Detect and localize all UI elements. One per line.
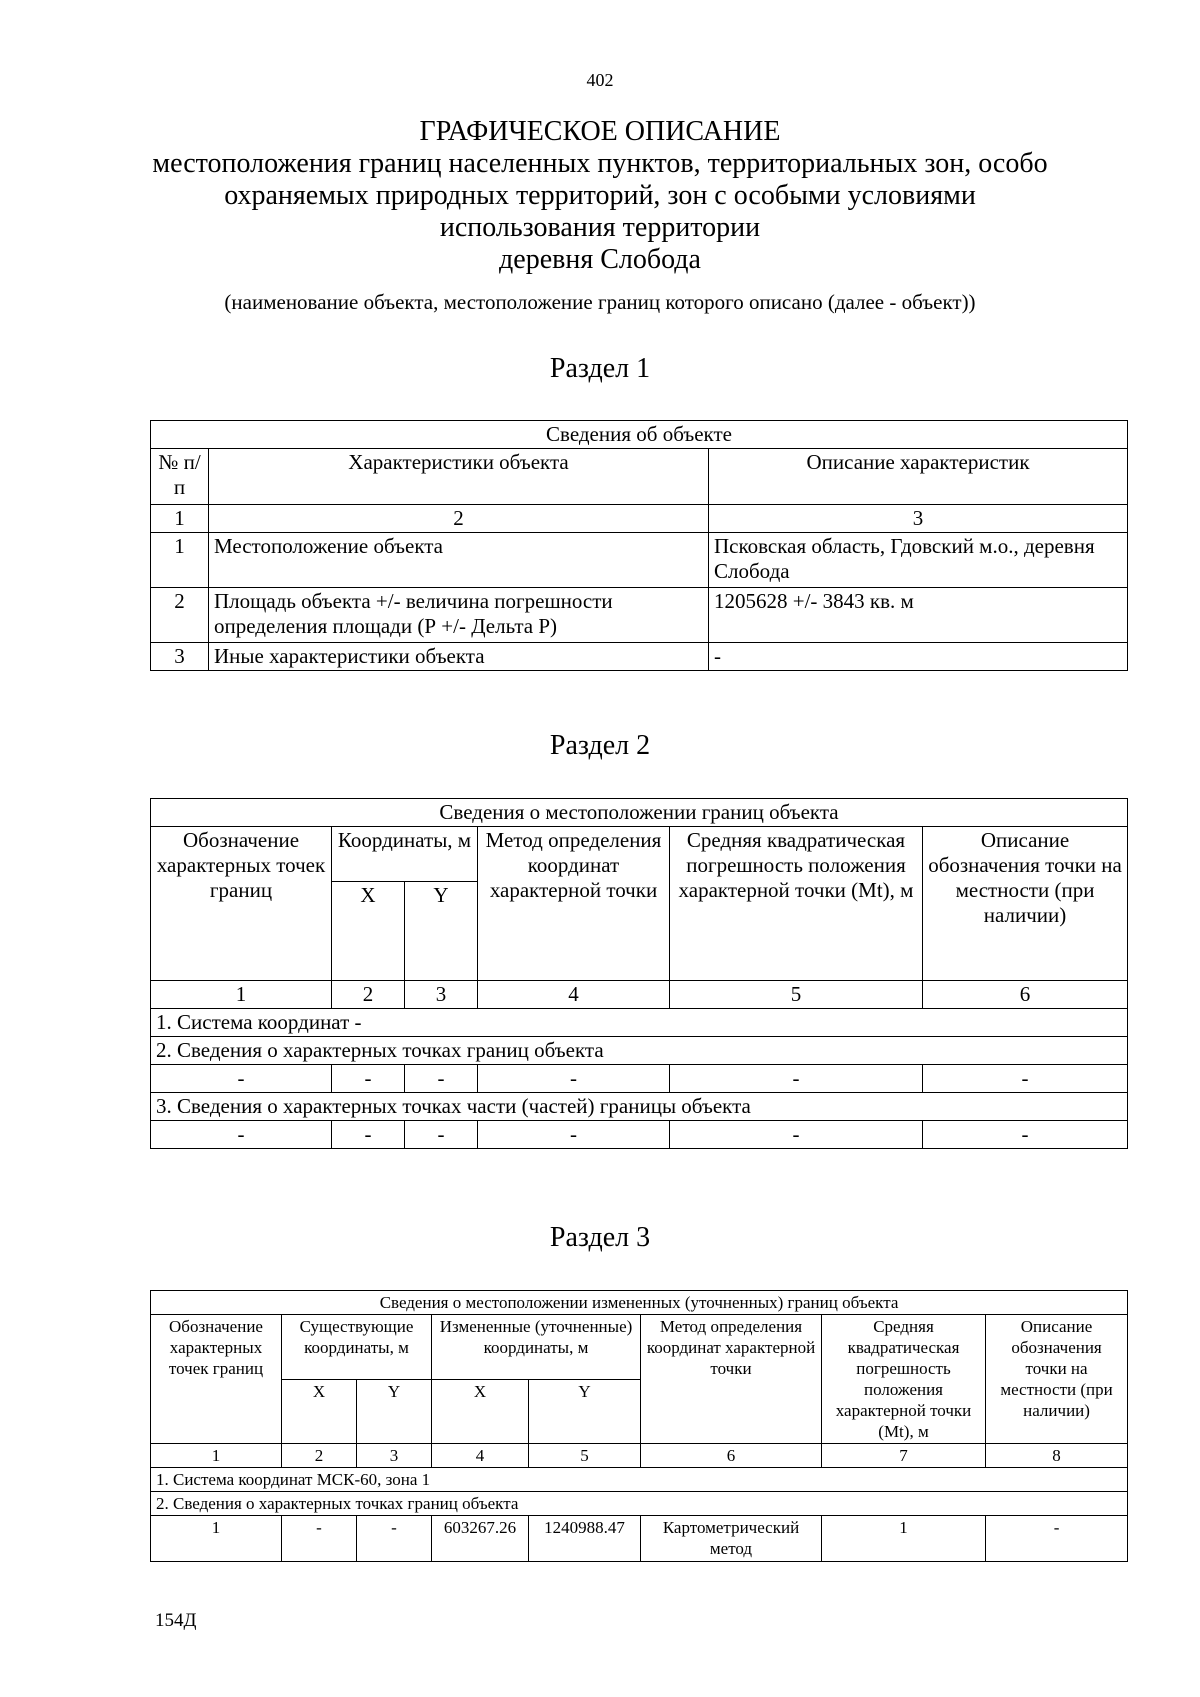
- column-header: Описание обозначения точки на местности (при наличии): [986, 1315, 1128, 1444]
- changed-boundary-table: [150, 1290, 1128, 1562]
- section-2-heading: Раздел 2: [549, 730, 651, 761]
- coordinate-system-row: 1. Система координат МСК-60, зона 1: [151, 1468, 1128, 1492]
- error-cell: 1: [822, 1516, 986, 1562]
- column-number: 1: [151, 505, 209, 533]
- characteristic-name: Площадь объекта +/- величина погрешности определения площади (Р +/- Дельта Р): [209, 588, 709, 643]
- column-header: Метод определения координат характерной точки: [478, 827, 670, 981]
- characteristic-name: Местоположение объекта: [209, 533, 709, 588]
- column-header: Y: [405, 882, 478, 981]
- title-line: использования территории: [439, 212, 761, 243]
- column-number: 1: [151, 1444, 282, 1468]
- column-number: 5: [670, 981, 923, 1009]
- row-number: 2: [151, 588, 209, 643]
- column-header: Средняя квадратическая погрешность положения характерной точки (Mt), м: [670, 827, 923, 981]
- column-header: Характеристики объекта: [209, 449, 709, 505]
- table-row: [151, 1516, 1128, 1562]
- column-header: Описание обозначения точки на местности (при наличии): [923, 827, 1128, 981]
- boundary-location-table: [150, 798, 1128, 1149]
- changed-x: 603267.26: [432, 1516, 529, 1562]
- column-header: X: [332, 882, 405, 981]
- column-header: № п/п: [151, 449, 209, 505]
- column-number: 2: [332, 981, 405, 1009]
- table-row: [151, 643, 1128, 671]
- title-line: местоположения границ населенных пунктов, территориальных зон, особо: [152, 148, 1048, 179]
- column-header: Существующие координаты, м: [282, 1315, 432, 1380]
- title-heading: ГРАФИЧЕСКОЕ ОПИСАНИЕ: [419, 116, 781, 147]
- column-number: 8: [986, 1444, 1128, 1468]
- table-cell: -: [923, 1121, 1128, 1149]
- column-number: 3: [357, 1444, 432, 1468]
- characteristic-value: -: [709, 643, 1128, 671]
- table-cell: -: [478, 1121, 670, 1149]
- method-cell: Картометрический метод: [641, 1516, 822, 1562]
- table-cell: -: [151, 1121, 332, 1149]
- column-number: 3: [405, 981, 478, 1009]
- table-cell: -: [670, 1121, 923, 1149]
- column-header: Описание характеристик: [709, 449, 1128, 505]
- column-header: Измененные (уточненные) координаты, м: [432, 1315, 641, 1380]
- characteristic-name: Иные характеристики объекта: [209, 643, 709, 671]
- column-number: 4: [432, 1444, 529, 1468]
- title-note: (наименование объекта, местоположение границ которого описано (далее - объект)): [224, 290, 976, 314]
- characteristic-value: Псковская область, Гдовский м.о., деревня Слобода: [709, 533, 1128, 588]
- table-title: Сведения об объекте: [151, 421, 1128, 449]
- column-header: Обозначение характерных точек границ: [151, 1315, 282, 1444]
- table-title: Сведения о местоположении границ объекта: [151, 799, 1128, 827]
- column-number: 1: [151, 981, 332, 1009]
- column-number: 3: [709, 505, 1128, 533]
- table-cell: -: [923, 1065, 1128, 1093]
- changed-y: 1240988.47: [529, 1516, 641, 1562]
- column-header: Y: [357, 1379, 432, 1444]
- object-name: деревня Слобода: [499, 244, 701, 275]
- parts-section-title: 3. Сведения о характерных точках части (частей) границы объекта: [151, 1093, 1128, 1121]
- object-info-table: [150, 420, 1128, 671]
- table-cell: -: [405, 1065, 478, 1093]
- column-number: 7: [822, 1444, 986, 1468]
- page-number: 402: [586, 70, 614, 90]
- row-number: 1: [151, 533, 209, 588]
- table-row: [151, 588, 1128, 643]
- table-title: Сведения о местоположении измененных (уточненных) границ объекта: [151, 1291, 1128, 1315]
- column-number: 5: [529, 1444, 641, 1468]
- document-title: [0, 116, 1200, 276]
- column-number: 6: [641, 1444, 822, 1468]
- point-id: 1: [151, 1516, 282, 1562]
- table-cell: -: [332, 1065, 405, 1093]
- table-cell: -: [478, 1065, 670, 1093]
- column-number: 6: [923, 981, 1128, 1009]
- column-header: Координаты, м: [332, 827, 478, 882]
- table-cell: -: [670, 1065, 923, 1093]
- footer-code: 154Д: [155, 1610, 197, 1631]
- column-header: Метод определения координат характерной точки: [641, 1315, 822, 1444]
- existing-x: -: [282, 1516, 357, 1562]
- section-1-heading: Раздел 1: [549, 353, 651, 384]
- column-number: 2: [282, 1444, 357, 1468]
- table-cell: -: [405, 1121, 478, 1149]
- coordinate-system-row: 1. Система координат -: [151, 1009, 1128, 1037]
- description-cell: -: [986, 1516, 1128, 1562]
- table-row: [151, 1065, 1128, 1093]
- table-cell: -: [151, 1065, 332, 1093]
- column-header: Обозначение характерных точек границ: [151, 827, 332, 981]
- characteristic-value: 1205628 +/- 3843 кв. м: [709, 588, 1128, 643]
- column-number: 2: [209, 505, 709, 533]
- column-header: Y: [529, 1379, 641, 1444]
- section-3-heading: Раздел 3: [549, 1222, 651, 1253]
- column-header: X: [432, 1379, 529, 1444]
- points-section-title: 2. Сведения о характерных точках границ объекта: [151, 1492, 1128, 1516]
- title-line: охраняемых природных территорий, зон с особыми условиями: [224, 180, 976, 211]
- column-header: Средняя квадратическая погрешность положения характерной точки (Mt), м: [822, 1315, 986, 1444]
- column-number: 4: [478, 981, 670, 1009]
- points-section-title: 2. Сведения о характерных точках границ объекта: [151, 1037, 1128, 1065]
- column-header: X: [282, 1379, 357, 1444]
- table-cell: -: [332, 1121, 405, 1149]
- table-row: [151, 1121, 1128, 1149]
- existing-y: -: [357, 1516, 432, 1562]
- table-row: [151, 533, 1128, 588]
- row-number: 3: [151, 643, 209, 671]
